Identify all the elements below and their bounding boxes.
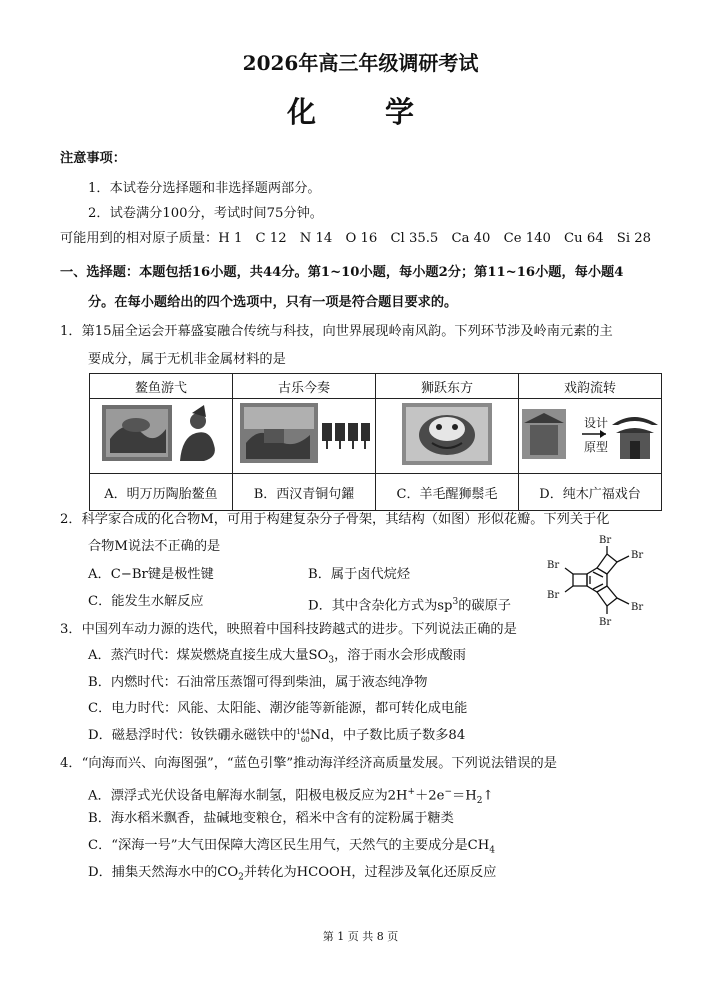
q1-stem-1: 1．第15届全运会开幕盛宴融合传统与科技，向世界展现岭南风韵。下列环节涉及岭南元素的主 [60,324,613,339]
q3-option-c: C．电力时代：风能、太阳能、潮汐能等新能源，都可转化成电能 [88,701,468,716]
q1-header-4: 戏韵流转 [519,374,662,399]
subject-title: 化 学 [286,95,434,129]
atomic-masses: 可能用到的相对原子质量：H 1 C 12 N 14 O 16 Cl 35.5 Ca 40 Ce 140 Cu 64 Si 28 [60,231,652,246]
br-label-5: Br [631,602,644,613]
q1-option-d: D．纯木广福戏台 [519,474,662,511]
design-label-bottom: 原型 [584,440,609,454]
ceramic-fish-image [96,399,226,469]
exam-title: 2026年高三年级调研考试 [242,51,479,75]
lion-dance-image [392,399,502,469]
br-label-6: Br [599,617,612,628]
q4-option-b: B．海水稻米飘香，盐碱地变粮仓，稻米中含有的淀粉属于糖类 [88,811,454,826]
notice-item-1: 1．本试卷分选择题和非选择题两部分。 [88,181,321,196]
br-label-3: Br [547,560,560,571]
design-label-top: 设计 [584,416,609,430]
q1-header-2: 古乐今奏 [233,374,376,399]
br-label-2: Br [631,550,644,561]
compound-m-structure [545,532,660,628]
q1-option-a: A．明万历陶胎鳌鱼 [90,474,233,511]
q1-stem-2: 要成分，属于无机非金属材料的是 [88,352,286,367]
q1-option-b: B．西汉青铜句鑃 [233,474,376,511]
section-1-line-1: 一、选择题：本题包括16小题，共44分。第1~10小题，每小题2分；第11~16小题，每小题4 [60,265,624,280]
q1-image-4-cell [519,399,662,474]
q1-image-3-cell [376,399,519,474]
wooden-stage-image [520,399,660,469]
q4-option-c: C．“深海一号”大气田保障大湾区民生用气，天然气的主要成分是$CH_4$ [88,838,495,856]
q3-option-b: B．内燃时代：石油常压蒸馏可得到柴油，属于液态纯净物 [88,675,428,690]
br-label-1: Br [599,535,612,546]
q2-option-c: C．能发生水解反应 [88,594,204,609]
notice-heading: 注意事项： [60,151,126,166]
q3-option-d: D．磁悬浮时代：钕铁硼永磁铁中的 144 60 Nd，中子数比质子数多84 [88,727,466,744]
q1-option-c: C．羊毛醒狮鬃毛 [376,474,519,511]
q2-option-a: A．C−Br键是极性键 [88,567,214,582]
q2-stem-2: 合物M说法不正确的是 [88,539,221,554]
br-label-4: Br [547,590,560,601]
q4-stem: 4．“向海而兴、向海图强”，“蓝色引擎”推动海洋经济高质量发展。下列说法错误的是 [60,756,557,771]
q3-stem: 3．中国列车动力源的迭代，映照着中国科技跨越式的进步。下列说法正确的是 [60,622,517,637]
notice-item-2: 2．试卷满分100分，考试时间75分钟。 [88,206,323,221]
q2-option-d: D．其中含杂化方式为$sp^3$的碳原子 [308,597,511,614]
q4-option-a: A．漂浮式光伏设备电解海水制氢，阳极电极反应为$2H^++2e^-=H_2↑$ [88,787,494,807]
q3-option-a: A．蒸汽时代：煤炭燃烧直接生成大量$SO_3$，溶于雨水会形成酸雨 [88,648,466,666]
q4-option-d: D．捕集天然海水中的$CO_2$并转化为HCOOH，过程涉及氧化还原反应 [88,865,497,883]
bronze-bells-image [236,399,372,469]
q1-header-1: 鳌鱼游弋 [90,374,233,399]
q2-option-b: B．属于卤代烷烃 [308,567,411,582]
q1-image-2-cell [233,399,376,474]
q2-stem-1: 2．科学家合成的化合物M，可用于构建复杂分子骨架，其结构（如图）形似花瓣。下列关于化 [60,512,610,527]
q1-option-table [89,373,662,511]
q1-header-3: 狮跃东方 [376,374,519,399]
q1-image-1-cell [90,399,233,474]
section-1-line-2: 分。在每小题给出的四个选项中，只有一项是符合题目要求的。 [88,295,458,310]
page-footer: 第 1 页 共 8 页 [322,930,399,943]
